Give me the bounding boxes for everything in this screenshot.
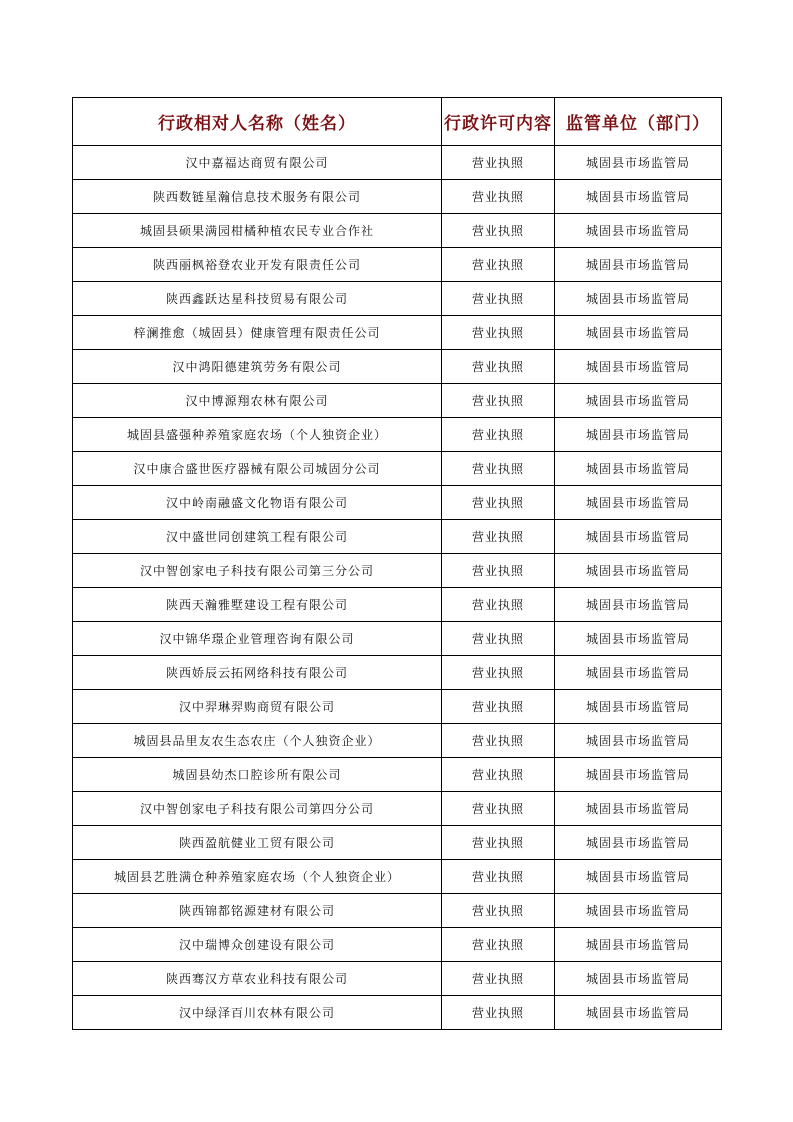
cell-supervising-unit: 城固县市场监管局 xyxy=(555,146,722,180)
cell-supervising-unit: 城固县市场监管局 xyxy=(555,554,722,588)
header-content: 行政许可内容 xyxy=(442,98,555,146)
cell-license-content: 营业执照 xyxy=(442,928,555,962)
cell-entity-name: 汉中康合盛世医疗器械有限公司城固分公司 xyxy=(73,452,442,486)
cell-supervising-unit: 城固县市场监管局 xyxy=(555,452,722,486)
cell-entity-name: 陕西锦都铭源建材有限公司 xyxy=(73,894,442,928)
cell-license-content: 营业执照 xyxy=(442,894,555,928)
license-table xyxy=(72,97,722,1030)
table-row xyxy=(73,758,722,792)
cell-supervising-unit: 城固县市场监管局 xyxy=(555,996,722,1030)
cell-entity-name: 汉中岭南融盛文化物语有限公司 xyxy=(73,486,442,520)
cell-entity-name: 汉中锦华璟企业管理咨询有限公司 xyxy=(73,622,442,656)
cell-license-content: 营业执照 xyxy=(442,996,555,1030)
cell-license-content: 营业执照 xyxy=(442,554,555,588)
cell-license-content: 营业执照 xyxy=(442,180,555,214)
cell-entity-name: 汉中鸿阳德建筑劳务有限公司 xyxy=(73,350,442,384)
cell-supervising-unit: 城固县市场监管局 xyxy=(555,724,722,758)
cell-supervising-unit: 城固县市场监管局 xyxy=(555,962,722,996)
cell-license-content: 营业执照 xyxy=(442,146,555,180)
cell-entity-name: 汉中瑞博众创建设有限公司 xyxy=(73,928,442,962)
table-row xyxy=(73,826,722,860)
table-row xyxy=(73,656,722,690)
cell-entity-name: 城固县品里友农生态农庄（个人独资企业） xyxy=(73,724,442,758)
header-row xyxy=(73,98,722,146)
cell-license-content: 营业执照 xyxy=(442,656,555,690)
table-row xyxy=(73,248,722,282)
table-row xyxy=(73,588,722,622)
cell-supervising-unit: 城固县市场监管局 xyxy=(555,520,722,554)
header-unit: 监管单位（部门） xyxy=(555,98,722,146)
header-name: 行政相对人名称（姓名） xyxy=(73,98,442,146)
cell-license-content: 营业执照 xyxy=(442,758,555,792)
cell-license-content: 营业执照 xyxy=(442,214,555,248)
cell-entity-name: 汉中绿泽百川农林有限公司 xyxy=(73,996,442,1030)
cell-entity-name: 陕西天瀚雅墅建设工程有限公司 xyxy=(73,588,442,622)
cell-entity-name: 陕西娇辰云拓网络科技有限公司 xyxy=(73,656,442,690)
cell-entity-name: 城固县艺胜满仓种养殖家庭农场（个人独资企业） xyxy=(73,860,442,894)
cell-supervising-unit: 城固县市场监管局 xyxy=(555,894,722,928)
cell-supervising-unit: 城固县市场监管局 xyxy=(555,180,722,214)
table-row xyxy=(73,384,722,418)
table-row xyxy=(73,214,722,248)
table-row xyxy=(73,418,722,452)
cell-entity-name: 汉中博源翔农林有限公司 xyxy=(73,384,442,418)
table-row xyxy=(73,860,722,894)
table-row xyxy=(73,894,722,928)
cell-license-content: 营业执照 xyxy=(442,418,555,452)
cell-entity-name: 汉中羿琳羿购商贸有限公司 xyxy=(73,690,442,724)
table-row xyxy=(73,996,722,1030)
cell-supervising-unit: 城固县市场监管局 xyxy=(555,214,722,248)
cell-license-content: 营业执照 xyxy=(442,962,555,996)
cell-supervising-unit: 城固县市场监管局 xyxy=(555,622,722,656)
cell-entity-name: 城固县硕果满园柑橘种植农民专业合作社 xyxy=(73,214,442,248)
table-row xyxy=(73,452,722,486)
cell-supervising-unit: 城固县市场监管局 xyxy=(555,792,722,826)
cell-supervising-unit: 城固县市场监管局 xyxy=(555,282,722,316)
cell-license-content: 营业执照 xyxy=(442,826,555,860)
table-row xyxy=(73,690,722,724)
cell-supervising-unit: 城固县市场监管局 xyxy=(555,418,722,452)
cell-license-content: 营业执照 xyxy=(442,350,555,384)
table-row xyxy=(73,486,722,520)
cell-license-content: 营业执照 xyxy=(442,316,555,350)
cell-entity-name: 城固县盛强种养殖家庭农场（个人独资企业） xyxy=(73,418,442,452)
table-row xyxy=(73,282,722,316)
cell-supervising-unit: 城固县市场监管局 xyxy=(555,384,722,418)
cell-entity-name: 汉中嘉福达商贸有限公司 xyxy=(73,146,442,180)
cell-supervising-unit: 城固县市场监管局 xyxy=(555,860,722,894)
cell-license-content: 营业执照 xyxy=(442,384,555,418)
cell-supervising-unit: 城固县市场监管局 xyxy=(555,350,722,384)
cell-entity-name: 城固县幼杰口腔诊所有限公司 xyxy=(73,758,442,792)
table-row xyxy=(73,724,722,758)
cell-entity-name: 梓澜推愈（城固县）健康管理有限责任公司 xyxy=(73,316,442,350)
table-row xyxy=(73,316,722,350)
cell-license-content: 营业执照 xyxy=(442,282,555,316)
table-row xyxy=(73,792,722,826)
cell-license-content: 营业执照 xyxy=(442,622,555,656)
cell-entity-name: 汉中盛世同创建筑工程有限公司 xyxy=(73,520,442,554)
cell-supervising-unit: 城固县市场监管局 xyxy=(555,486,722,520)
cell-license-content: 营业执照 xyxy=(442,588,555,622)
table-row xyxy=(73,350,722,384)
cell-license-content: 营业执照 xyxy=(442,690,555,724)
cell-supervising-unit: 城固县市场监管局 xyxy=(555,826,722,860)
cell-entity-name: 汉中智创家电子科技有限公司第三分公司 xyxy=(73,554,442,588)
cell-entity-name: 陕西盈航健业工贸有限公司 xyxy=(73,826,442,860)
cell-license-content: 营业执照 xyxy=(442,792,555,826)
cell-entity-name: 陕西数链星瀚信息技术服务有限公司 xyxy=(73,180,442,214)
table-row xyxy=(73,146,722,180)
table-row xyxy=(73,622,722,656)
table-row xyxy=(73,554,722,588)
cell-supervising-unit: 城固县市场监管局 xyxy=(555,928,722,962)
cell-entity-name: 陕西丽枫裕登农业开发有限责任公司 xyxy=(73,248,442,282)
cell-entity-name: 陕西鑫跃达星科技贸易有限公司 xyxy=(73,282,442,316)
cell-license-content: 营业执照 xyxy=(442,860,555,894)
cell-supervising-unit: 城固县市场监管局 xyxy=(555,316,722,350)
cell-license-content: 营业执照 xyxy=(442,486,555,520)
cell-license-content: 营业执照 xyxy=(442,248,555,282)
cell-supervising-unit: 城固县市场监管局 xyxy=(555,758,722,792)
cell-entity-name: 陕西骞汉方草农业科技有限公司 xyxy=(73,962,442,996)
cell-supervising-unit: 城固县市场监管局 xyxy=(555,248,722,282)
cell-license-content: 营业执照 xyxy=(442,520,555,554)
cell-entity-name: 汉中智创家电子科技有限公司第四分公司 xyxy=(73,792,442,826)
table-row xyxy=(73,520,722,554)
table-row xyxy=(73,180,722,214)
table-row xyxy=(73,928,722,962)
cell-license-content: 营业执照 xyxy=(442,724,555,758)
cell-license-content: 营业执照 xyxy=(442,452,555,486)
cell-supervising-unit: 城固县市场监管局 xyxy=(555,656,722,690)
cell-supervising-unit: 城固县市场监管局 xyxy=(555,588,722,622)
cell-supervising-unit: 城固县市场监管局 xyxy=(555,690,722,724)
table-row xyxy=(73,962,722,996)
